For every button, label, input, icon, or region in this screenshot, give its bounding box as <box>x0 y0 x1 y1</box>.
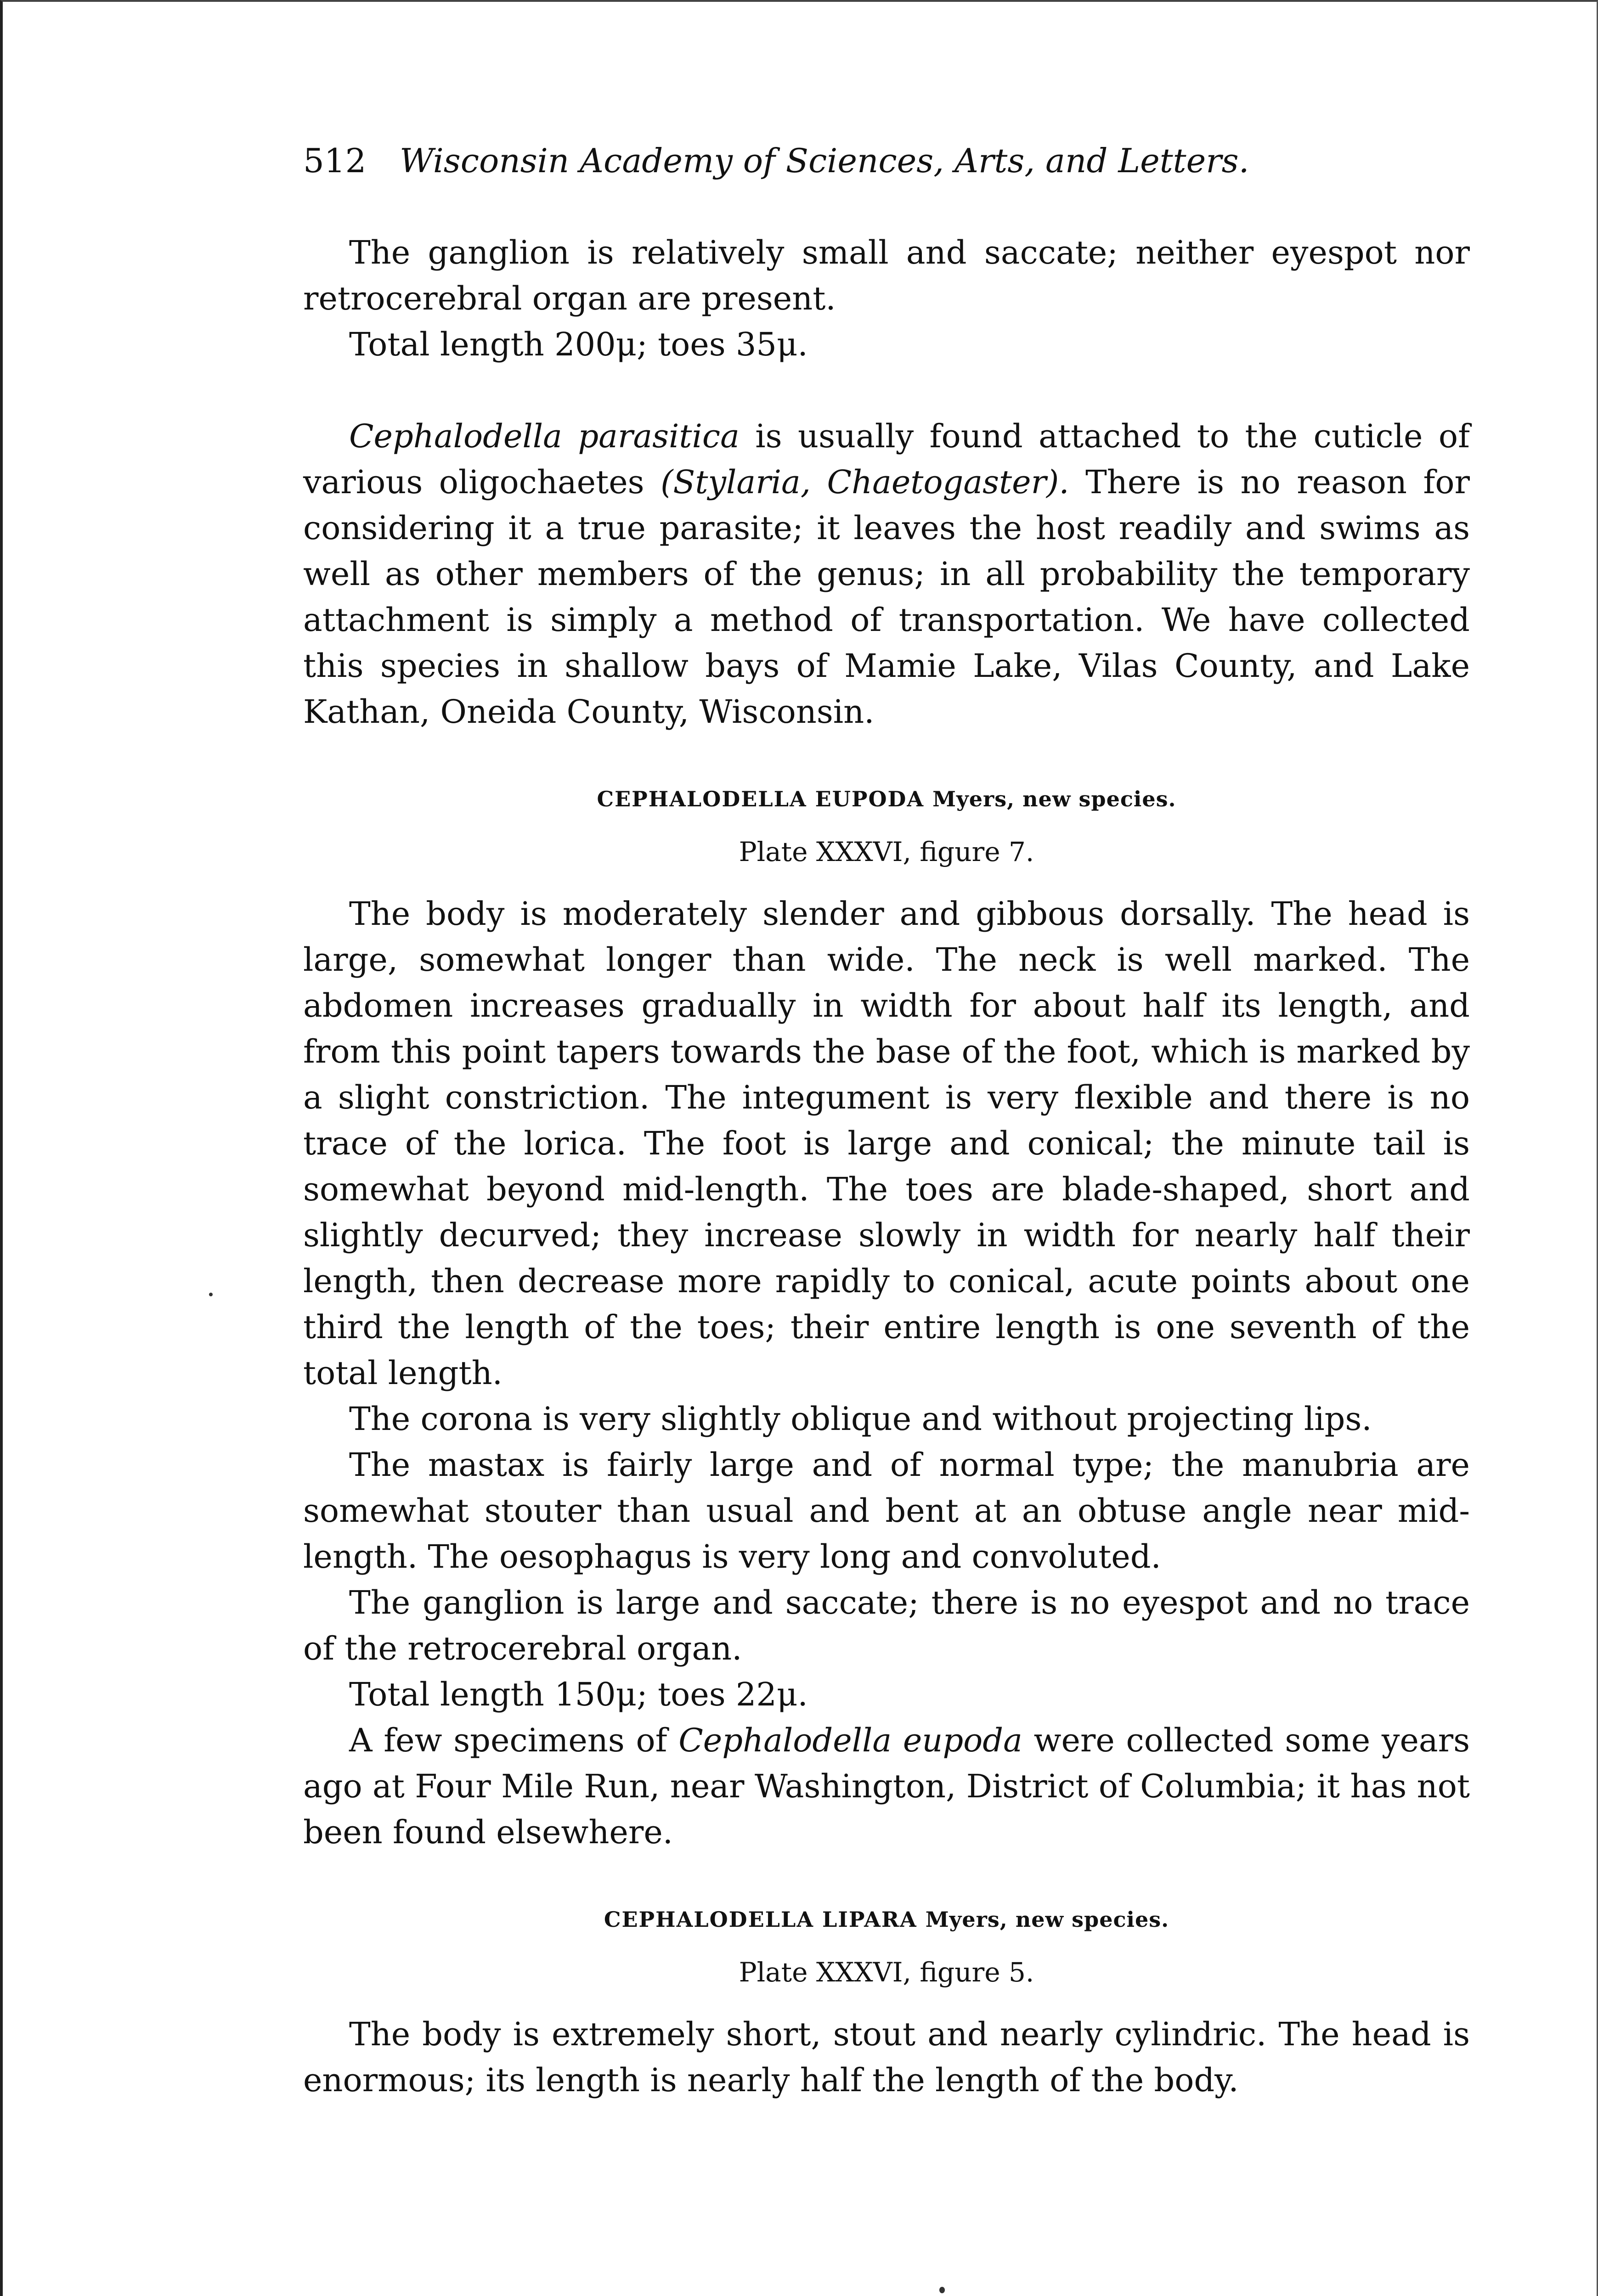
species-name-parasitica: Cephalodella parasitica <box>349 417 740 455</box>
paragraph-ganglion: The ganglion is relatively small and saccate; neither eyespot nor retrocerebral organ are present. <box>303 234 1470 317</box>
species-heading-eupoda-name: CEPHALODELLA EUPODA <box>597 787 925 811</box>
document-page <box>303 138 1470 2103</box>
paragraph-eupoda-corona: The corona is very slightly oblique and without projecting lips. <box>349 1400 1372 1438</box>
scan-speck-bottom <box>939 2287 945 2293</box>
running-head <box>303 138 1470 184</box>
eupoda-locality-text-1: A few specimens of <box>349 1722 679 1759</box>
species-heading-lipara-name: CEPHALODELLA LIPARA <box>604 1907 917 1932</box>
paragraph-eupoda-length: Total length 150μ; toes 22μ. <box>349 1676 808 1713</box>
plate-reference-eupoda: Plate XXXVI, figure 7. <box>739 836 1034 867</box>
species-heading-lipara <box>303 1901 1470 1938</box>
paragraph-eupoda-mastax: The mastax is fairly large and of normal type; the manubria are somewhat stouter than usual and bent at an obtuse angle near mid-length. The oesophagus is very long and convoluted. <box>303 1446 1470 1576</box>
paragraph-eupoda-body: The body is moderately slender and gibbous dorsally. The head is large, somewhat longer than wide. The neck is well marked. The abdomen increases gradually in width for about half its length, and from this point tapers towards the base of the foot, which is marked by a slight constriction. The integument is very flexible and there is no trace of the lorica. The foot is large and conical; the minute tail is somewhat beyond mid-length. The toes are blade-shaped, short and slightly decurved; they increase slowly in width for nearly half their length, then decrease more rapidly to conical, acute points about one third the length of the toes; their entire length is one seventh of the total length. <box>303 895 1470 1392</box>
host-genera: (Stylaria, Chaetogaster). <box>661 463 1069 501</box>
species-name-eupoda: Cephalodella eupoda <box>678 1722 1022 1759</box>
paragraph-lipara-body: The body is extremely short, stout and nearly cylindric. The head is enormous; its length is nearly half the length of the body. <box>303 2015 1470 2099</box>
eupoda-locality-text-2: were collected some years ago at Four Mile Run, near Washington, District of Columbia; it has not been found elsewhere. <box>303 1722 1470 1851</box>
species-heading-eupoda <box>303 781 1470 817</box>
plate-reference-lipara: Plate XXXVI, figure 5. <box>739 1957 1034 1988</box>
paragraph-total-length: Total length 200μ; toes 35μ. <box>349 326 808 363</box>
parasitica-text-2: There is no reason for considering it a true parasite; it leaves the host readily and swims as well as other members of the genus; in all probability the temporary attachment is simply a method of transportation. We have collected this species in shallow bays of Mamie Lake, Vilas County, and Lake Kathan, Oneida County, Wisconsin. <box>303 463 1470 731</box>
parasitica-text-1: is usually found attached to the cuticle of various oligochaetes <box>303 417 1470 501</box>
paragraph-eupoda-ganglion: The ganglion is large and saccate; there is no eyespot and no trace of the retrocerebral organ. <box>303 1584 1470 1667</box>
species-heading-eupoda-author: Myers, new species. <box>932 787 1176 811</box>
journal-title: Wisconsin Academy of Sciences, Arts, and Letters. <box>400 141 1249 180</box>
page-number: 512 <box>303 141 367 180</box>
paragraph-parasitica <box>303 413 1470 735</box>
paragraph-eupoda-locality <box>303 1717 1470 1855</box>
species-heading-lipara-author: Myers, new species. <box>925 1907 1169 1932</box>
scan-speck-left <box>209 1293 213 1296</box>
